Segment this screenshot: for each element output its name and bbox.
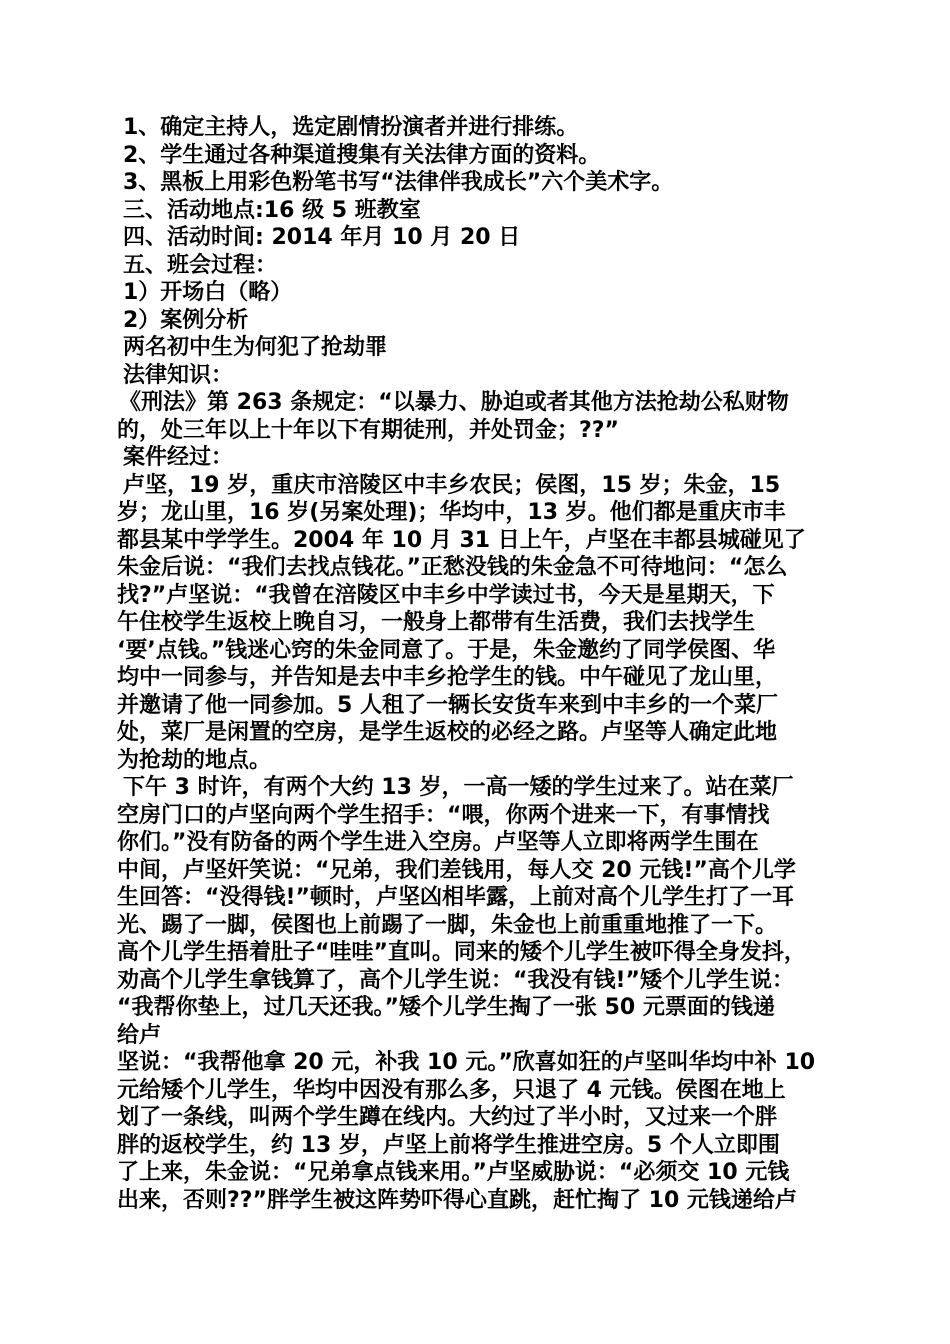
text-line: 空房门口的卢坚向两个学生招手：“喂，你两个进来一下，有事情找 [117, 802, 770, 828]
text-line: 中间，卢坚奸笑说：“兄弟，我们差钱用，每人交 20 元钱!”高个儿学 [117, 857, 796, 883]
text-line: 午住校学生返校上晚自习，一般身上都带有生活费，我们去找学生 [117, 610, 756, 635]
section-heading: 三、活动地点:16 级 5 班教室 [123, 197, 421, 223]
text-line: 2、学生通过各种渠道搜集有关法律方面的资料。 [123, 142, 601, 168]
text-line: 3、黑板上用彩色粉笔书写“法律伴我成长”六个美术字。 [123, 170, 674, 195]
text-line: 1）开场白（略） [123, 280, 293, 305]
text-line: 光、踢了一脚，侯图也上前踢了一脚，朱金也上前重重地推了一下。 [117, 912, 778, 938]
section-heading: 五、班会过程： [123, 252, 278, 278]
text-line: 出来，否则??”胖学生被这阵势吓得心直跳，赶忙掏了 10 元钱递给卢 [117, 1187, 797, 1213]
text-line: 坚说：“我帮他拿 20 元，补我 10 元。”欣喜如狂的卢坚叫华均中补 10 [117, 1050, 816, 1075]
text-line: 《刑法》第 263 条规定：“以暴力、胁迫或者其他方法抢劫公私财物 [119, 390, 789, 415]
text-line: 劝高个儿学生拿钱算了，高个儿学生说：“我没有钱!”矮个儿学生说： [117, 967, 794, 993]
text-line: 元给矮个儿学生，华均中因没有那么多，只退了 4 元钱。侯图在地上 [117, 1077, 786, 1103]
text-line: 卢坚，19 岁，重庆市涪陵区中丰乡农民；侯图，15 岁；朱金，15 [123, 472, 781, 498]
section-heading: 四、活动时间: 2014 年月 10 月 20 日 [123, 225, 521, 250]
case-title: 两名初中生为何犯了抢劫罪 [123, 335, 388, 360]
text-line: 2）案例分析 [123, 307, 249, 333]
text-line: “我帮你垫上，过几天还我。”矮个儿学生掏了一张 50 元票面的钱递 [117, 995, 775, 1020]
text-line: 1、确定主持人，选定剧情扮演者并进行排练。 [123, 115, 579, 140]
text-line: 划了一条线，叫两个学生蹲在线内。大约过了半小时，又过来一个胖 [117, 1105, 778, 1130]
text-line: 你们。”没有防备的两个学生进入空房。卢坚等人立即将两学生围在 [117, 830, 759, 855]
text-line: 都县某中学学生。2004 年 10 月 31 日上午，卢坚在丰都县城碰见了 [117, 527, 806, 553]
text-line: 生回答：“没得钱!”顿时，卢坚凶相毕露，上前对高个儿学生打了一耳 [117, 885, 794, 910]
text-line: 高个儿学生捂着肚子“哇哇”直叫。同来的矮个儿学生被吓得全身发抖， [117, 940, 806, 965]
text-line: 了上来，朱金说：“兄弟拿点钱来用。”卢坚威胁说：“必须交 10 元钱 [117, 1160, 790, 1185]
text-line: 朱金后说：“我们去找点钱花。”正愁没钱的朱金急不可待地问：“怎么 [117, 555, 788, 580]
text-line: 下午 3 时许，有两个大约 13 岁，一高一矮的学生过来了。站在菜厂 [123, 775, 794, 800]
document-body [117, 114, 837, 1214]
text-line: 给卢 [117, 1022, 162, 1048]
text-line: 法律知识： [123, 362, 234, 388]
text-line: 为抢劫的地点。 [117, 747, 272, 773]
text-line: 岁；龙山里，16 岁(另案处理)；华均中，13 岁。他们都是重庆市丰 [117, 500, 786, 525]
text-line: 找?”卢坚说：“我曾在涪陵区中丰乡中学读过书，今天是星期天，下 [117, 582, 775, 608]
text-line: 胖的返校学生，约 13 岁，卢坚上前将学生推进空房。5 个人立即围 [117, 1132, 780, 1158]
text-line: 并邀请了他一同参加。5 人租了一辆长安货车来到中丰乡的一个菜厂 [117, 692, 778, 718]
text-line: 的，处三年以上十年以下有期徒刑，并处罚金；??” [117, 417, 619, 443]
text-line: 案件经过： [123, 445, 234, 470]
text-line: 处，菜厂是闲置的空房，是学生返校的必经之路。卢坚等人确定此地 [117, 720, 778, 745]
text-line: 均中一同参与，并告知是去中丰乡抢学生的钱。中午碰见了龙山里， [117, 665, 778, 690]
text-line: ‘要’点钱。”钱迷心窍的朱金同意了。于是，朱金邀约了同学侯图、华 [117, 637, 776, 663]
